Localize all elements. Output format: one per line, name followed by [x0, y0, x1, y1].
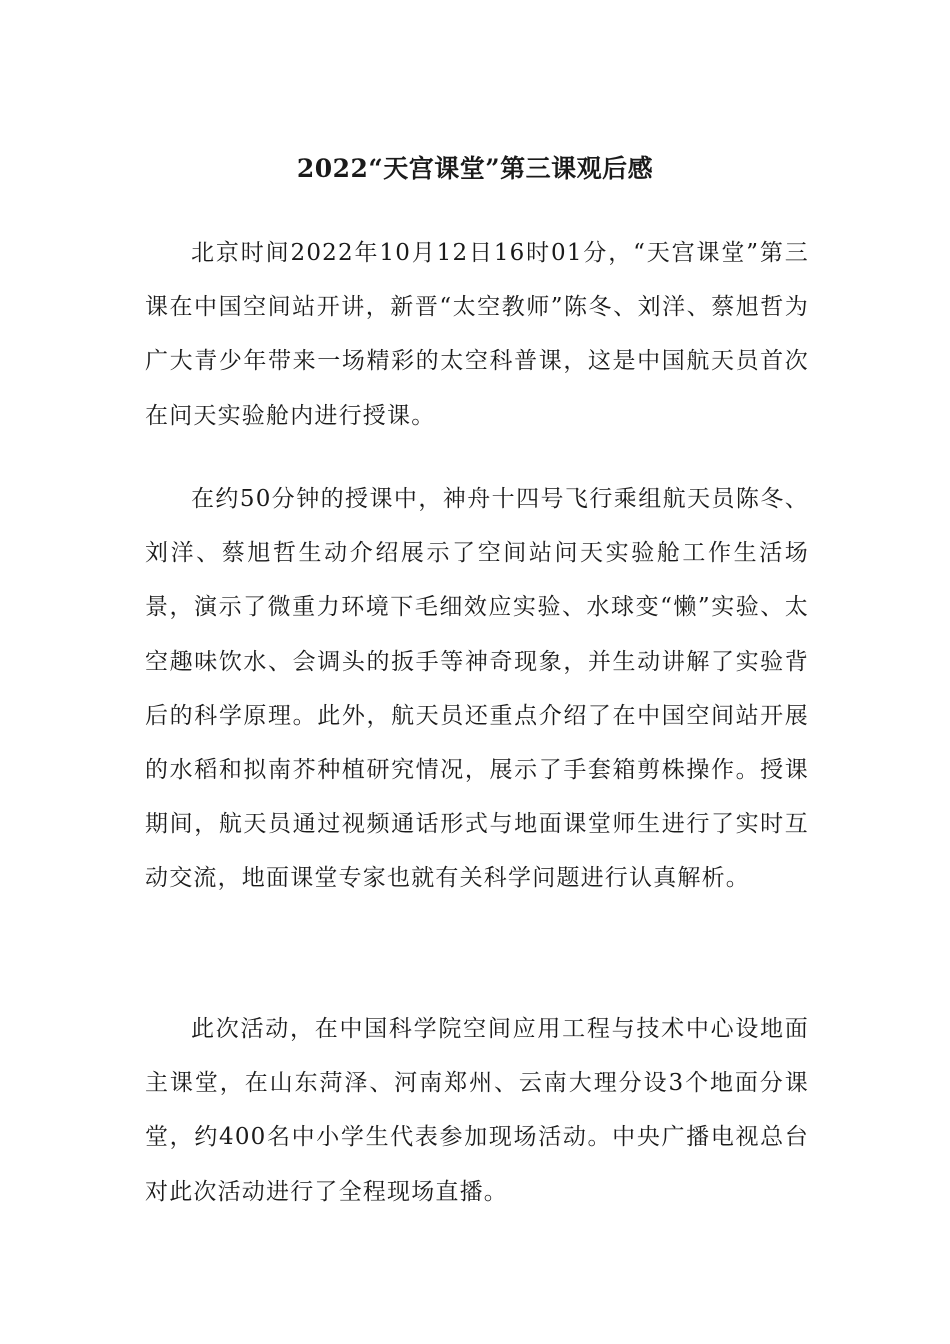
paragraph-2: 在约50分钟的授课中，神舟十四号飞行乘组航天员陈冬、刘洋、蔡旭哲生动介绍展示了空间站问天实验舱工作生活场景，演示了微重力环境下毛细效应实验、水球变“懒”实验、太空趣味饮水、会调头的扳手等神奇现象，并生动讲解了实验背后的科学原理。此外，航天员还重点介绍了在中国空间站开展的水稻和拟南芥种植研究情况，展示了手套箱剪株操作。授课期间，航天员通过视频通话形式与地面课堂师生进行了实时互动交流，地面课堂专家也就有关科学问题进行认真解析。 — [145, 486, 809, 892]
paragraph-3: 此次活动，在中国科学院空间应用工程与技术中心设地面主课堂，在山东菏泽、河南郑州、云南大理分设3个地面分课堂，约400名中小学生代表参加现场活动。中央广播电视总台对此次活动进行了全程现场直播。 — [145, 1016, 809, 1205]
paragraph-1: 北京时间2022年10月12日16时01分，“天宫课堂”第三课在中国空间站开讲，新晋“太空教师”陈冬、刘洋、蔡旭哲为广大青少年带来一场精彩的太空科普课，这是中国航天员首次在问天实验舱内进行授课。 — [145, 240, 809, 429]
document-title: 2022“天宫课堂”第三课观后感 — [296, 153, 654, 183]
